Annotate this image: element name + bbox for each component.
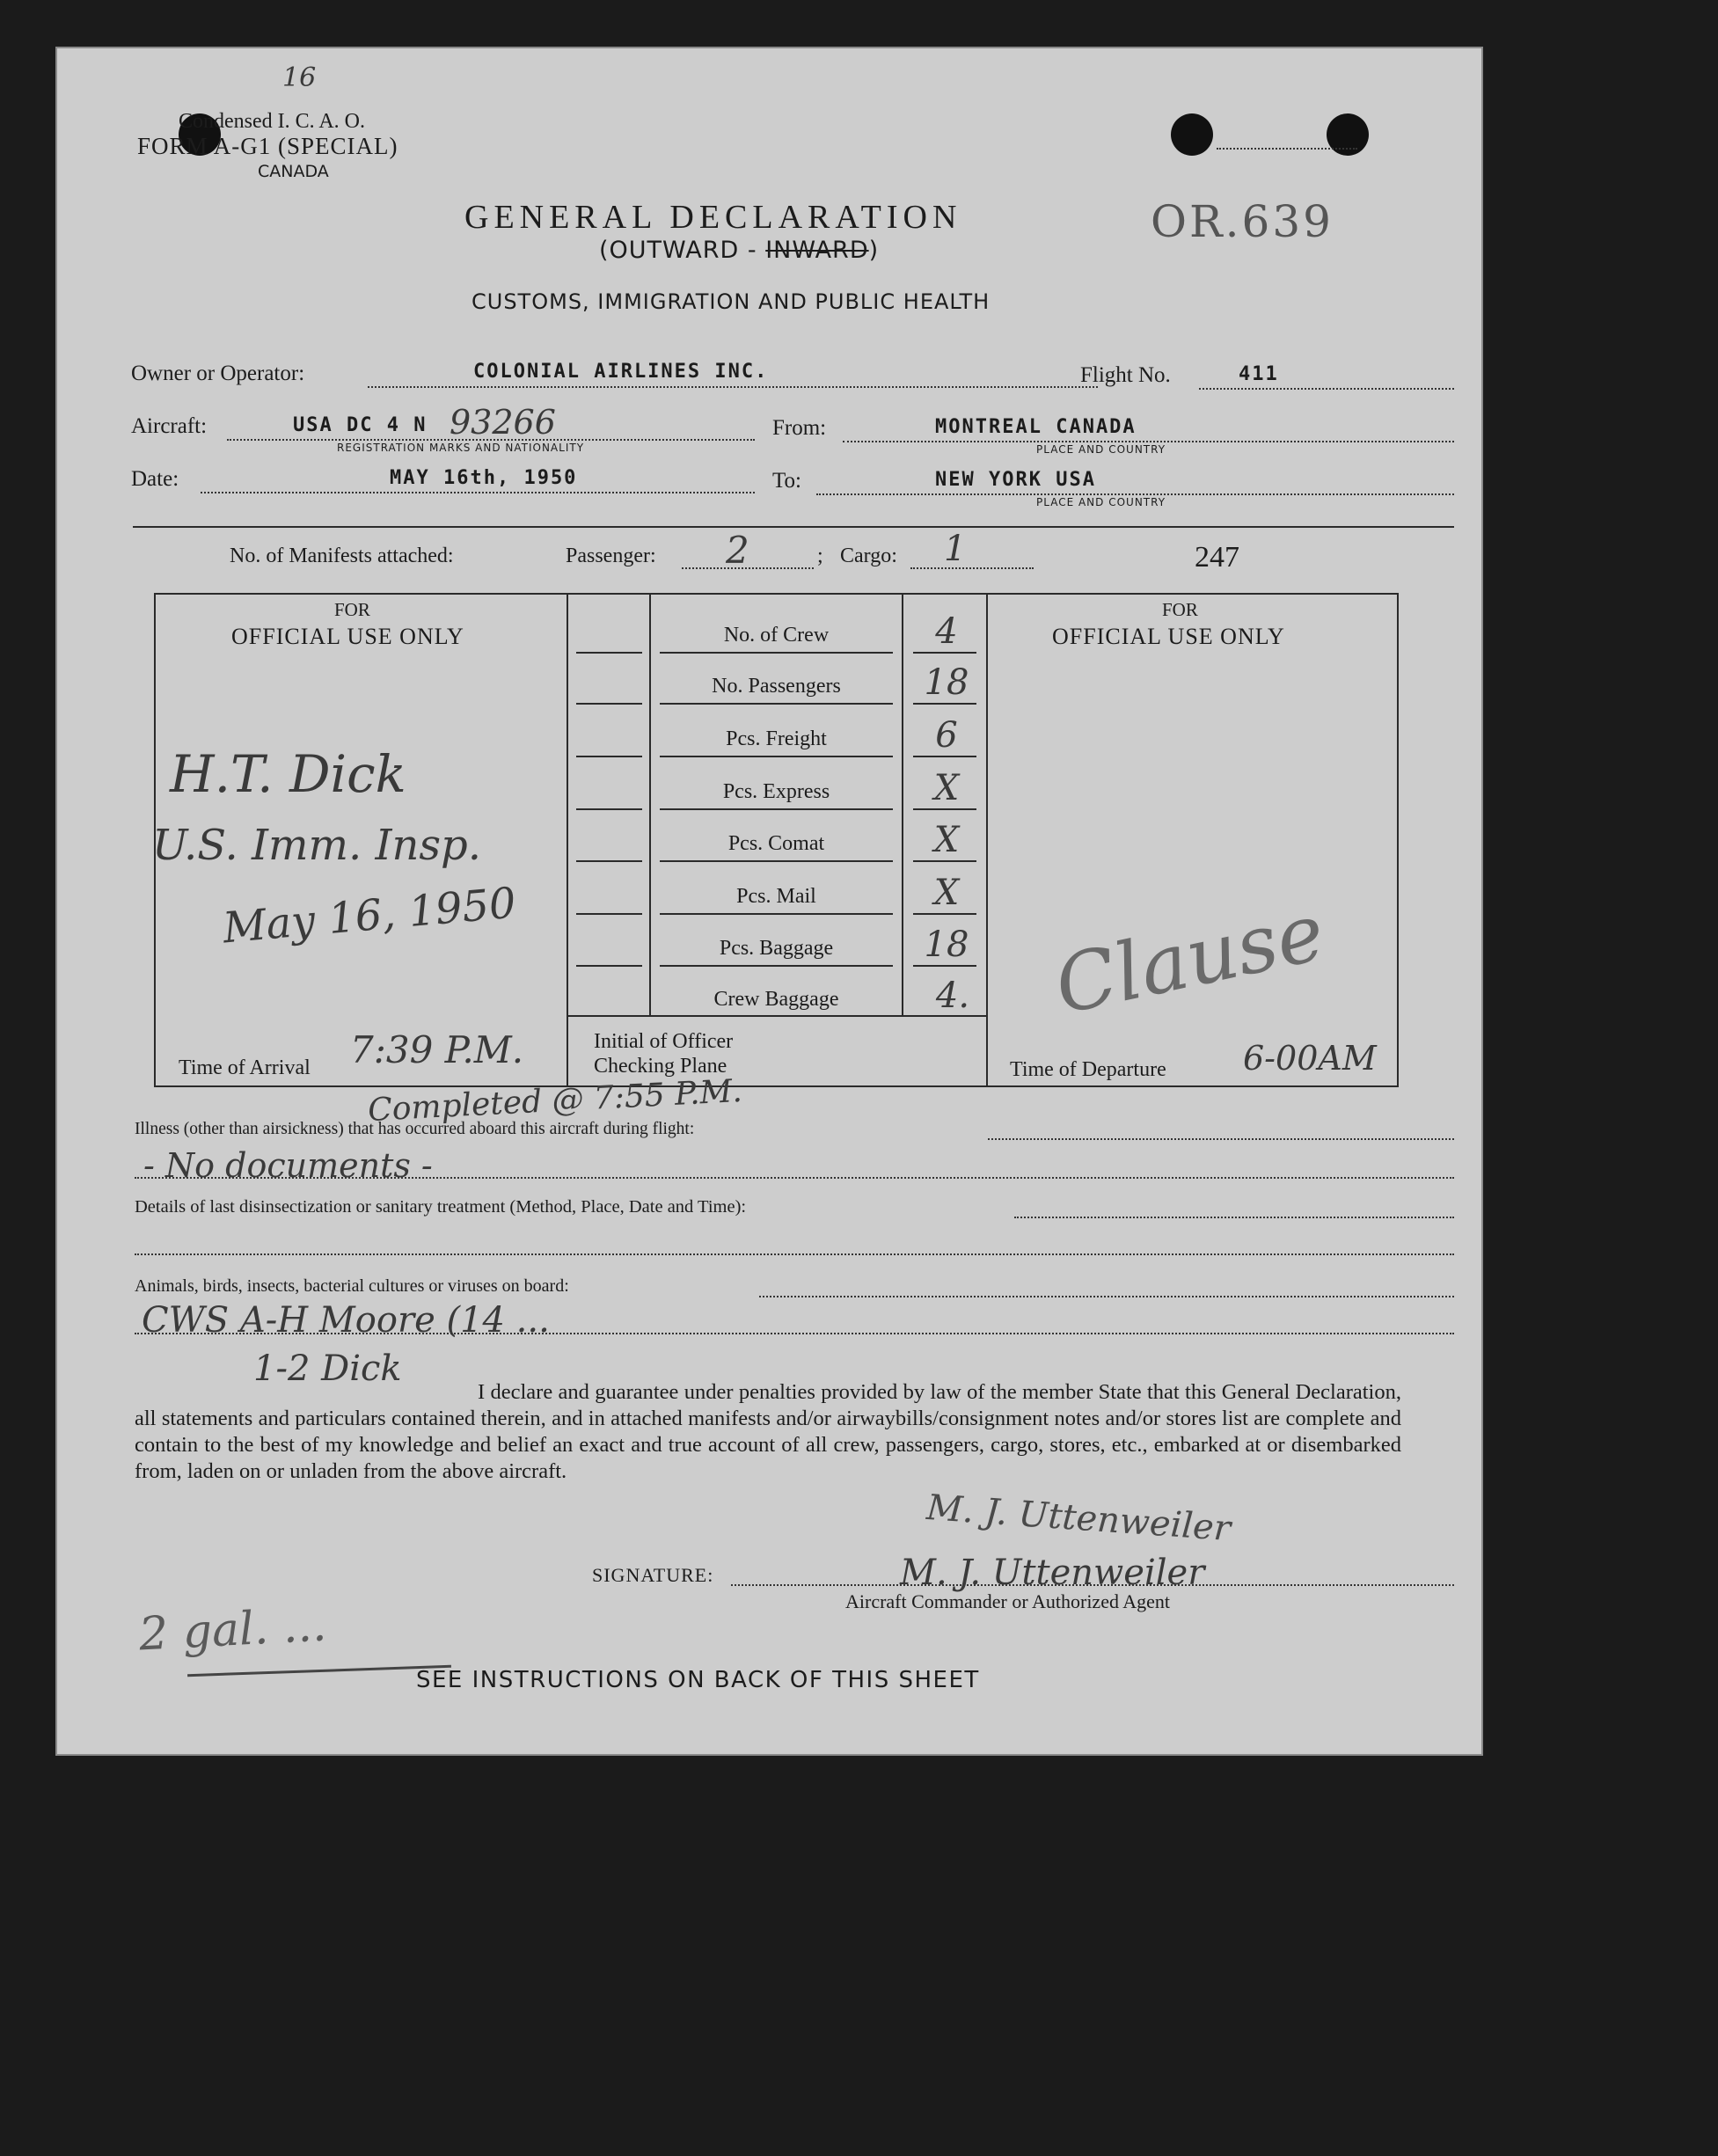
manifests-passenger-value: 2 <box>726 529 749 572</box>
count-label-crew-baggage: Crew Baggage <box>713 988 839 1011</box>
margin-note: 2 gal. ... <box>137 1598 328 1662</box>
count-label-mail: Pcs. Mail <box>736 885 816 908</box>
form-sheet <box>55 47 1483 1756</box>
top-right-rule <box>1217 148 1357 150</box>
value-rule-6 <box>913 913 976 915</box>
count-value-baggage: 18 <box>924 925 969 965</box>
animals-dotted-line-1 <box>759 1296 1454 1297</box>
count-label-baggage: Pcs. Baggage <box>719 937 834 960</box>
count-rule-1 <box>660 652 893 654</box>
header-rule <box>133 526 1454 528</box>
departure-time-value: 6-00AM <box>1243 1039 1377 1078</box>
direction-outward: (OUTWARD - <box>599 237 766 264</box>
initial-blank-2 <box>576 703 642 705</box>
direction-line <box>599 237 879 264</box>
initial-blank-4 <box>576 808 642 810</box>
to-dotted-line <box>816 493 1454 495</box>
manifests-cargo-line <box>910 567 1034 569</box>
disinsect-label: Details of last disinsectization or sanitary treatment (Method, Place, Date and Time): <box>135 1197 747 1217</box>
illness-label: Illness (other than airsickness) that has occurred aboard this aircraft during flight: <box>135 1120 695 1138</box>
value-rule-2 <box>913 703 976 705</box>
footer-instructions: SEE INSTRUCTIONS ON BACK OF THIS SHEET <box>416 1667 980 1693</box>
value-rule-7 <box>913 965 976 967</box>
count-label-freight: Pcs. Freight <box>726 727 827 750</box>
official-right-signature: Clause <box>1047 886 1333 1033</box>
officer-initial-line1: Initial of Officer <box>594 1030 734 1053</box>
official-left-divider <box>567 593 568 1087</box>
value-divider <box>902 593 903 1015</box>
value-rule-3 <box>913 756 976 757</box>
illness-hand-value: - No documents - <box>143 1146 433 1185</box>
officer-initial-line2: Checking Plane <box>594 1055 727 1078</box>
owner-value: COLONIAL AIRLINES INC. <box>473 361 769 383</box>
owner-dotted-line <box>368 386 1098 388</box>
manifests-cargo-value: 1 <box>944 529 967 569</box>
value-rule-5 <box>913 860 976 862</box>
inspector-date: May 16, 1950 <box>221 878 518 954</box>
completed-note: Completed @ 7:55 P.M. <box>367 1072 743 1129</box>
count-rule-3 <box>660 756 893 757</box>
signature-caption: Aircraft Commander or Authorized Agent <box>845 1590 1171 1612</box>
disinsect-dotted-line-2 <box>135 1253 1454 1255</box>
declaration-text: I declare and guarantee under penalties provided by law of the member State that this General Declaration, all statements and particulars contained therein, and in attached manifests and/or airwaybills/consignment notes and/or stores list are complete and contain to the best of my knowledge and belief an exact and true account of all crew, passengers, cargo, stores, etc., embarked at or disembarked from, laden on or unladen from the above aircraft. <box>135 1380 1401 1483</box>
animals-dotted-line-2 <box>135 1333 1454 1334</box>
count-value-comat: X <box>933 820 960 860</box>
signature-hand-upper: M. J. Uttenweiler <box>925 1487 1232 1550</box>
count-rule-5 <box>660 860 893 862</box>
flight-value: 411 <box>1239 363 1279 385</box>
manifests-cargo-label: Cargo: <box>840 544 897 567</box>
page-subtitle: CUSTOMS, IMMIGRATION AND PUBLIC HEALTH <box>472 289 991 314</box>
from-dotted-line <box>843 441 1454 442</box>
value-rule-1 <box>913 652 976 654</box>
to-caption: PLACE AND COUNTRY <box>1036 496 1166 508</box>
count-label-express: Pcs. Express <box>722 780 830 803</box>
aircraft-caption: REGISTRATION MARKS AND NATIONALITY <box>337 442 585 454</box>
handwritten-page-number: 16 <box>282 62 317 93</box>
animals-hand-line2: 1-2 Dick <box>253 1348 402 1389</box>
official-left-for: FOR <box>334 599 370 620</box>
official-left-title: OFFICIAL USE ONLY <box>231 624 464 649</box>
owner-label: Owner or Operator: <box>131 362 305 385</box>
inspector-signature: H.T. Dick <box>170 744 406 804</box>
manifests-label: No. of Manifests attached: <box>230 544 454 567</box>
count-rule-2 <box>660 703 893 705</box>
from-caption: PLACE AND COUNTRY <box>1036 443 1166 456</box>
official-right-title: OFFICIAL USE ONLY <box>1052 624 1285 649</box>
official-right-for: FOR <box>1162 599 1198 620</box>
initial-blank-1 <box>576 652 642 654</box>
officer-divider <box>649 593 651 1015</box>
signature-hand-lower: M. J. Uttenweiler <box>900 1553 1205 1593</box>
count-label-passengers: No. Passengers <box>712 675 841 698</box>
initial-blank-3 <box>576 756 642 757</box>
count-rule-4 <box>660 808 893 810</box>
margin-note-underline <box>187 1665 451 1677</box>
reference-number: OR.639 <box>1151 196 1334 247</box>
value-rule-4 <box>913 808 976 810</box>
animals-label: Animals, birds, insects, bacterial cultures or viruses on board: <box>135 1276 569 1296</box>
signature-label: SIGNATURE: <box>592 1564 714 1586</box>
count-value-crew: 4 <box>935 611 958 652</box>
count-value-mail: X <box>933 873 960 913</box>
aircraft-registration-handwritten: 93266 <box>450 403 556 442</box>
count-value-express: X <box>933 768 960 808</box>
form-id-line1: Condensed I. C. A. O. <box>179 110 365 133</box>
departure-time-label: Time of Departure <box>1010 1058 1166 1081</box>
manifests-extra-number: 247 <box>1195 541 1239 574</box>
from-label: From: <box>772 416 827 440</box>
count-value-crew-baggage: 4. <box>935 976 970 1016</box>
count-label-crew: No. of Crew <box>723 624 830 647</box>
flight-dotted-line <box>1199 388 1454 390</box>
date-value: MAY 16th, 1950 <box>390 467 578 489</box>
initial-blank-5 <box>576 860 642 862</box>
count-value-freight: 6 <box>935 715 958 756</box>
direction-close: ) <box>868 237 880 264</box>
animals-hand-line1: CWS A-H Moore (14 ... <box>142 1300 550 1341</box>
illness-dotted-line-2 <box>135 1177 1454 1179</box>
to-value: NEW YORK USA <box>935 469 1096 491</box>
from-value: MONTREAL CANADA <box>935 416 1137 438</box>
punch-hole-right-1 <box>1171 113 1213 156</box>
form-id-line2: FORM A-G1 (SPECIAL) <box>137 133 398 159</box>
count-value-passengers: 18 <box>924 662 969 703</box>
direction-inward-struck: INWARD <box>765 237 869 264</box>
date-label: Date: <box>131 467 179 491</box>
page-title: GENERAL DECLARATION <box>464 199 962 236</box>
count-label-comat: Pcs. Comat <box>727 832 825 855</box>
initial-blank-7 <box>576 965 642 967</box>
aircraft-label: Aircraft: <box>131 414 208 438</box>
illness-dotted-line-1 <box>988 1138 1454 1140</box>
flight-label: Flight No. <box>1080 363 1171 387</box>
disinsect-dotted-line-1 <box>1014 1217 1454 1218</box>
arrival-time-value: 7:39 P.M. <box>350 1028 524 1071</box>
initial-blank-6 <box>576 913 642 915</box>
date-dotted-line <box>201 492 755 493</box>
form-id-country: CANADA <box>258 162 329 181</box>
arrival-time-label: Time of Arrival <box>179 1056 311 1079</box>
aircraft-value: USA DC 4 N <box>293 414 428 436</box>
manifests-separator: ; <box>817 544 823 567</box>
count-rule-7 <box>660 965 893 967</box>
inspector-title: U.S. Imm. Insp. <box>152 821 481 870</box>
manifests-passenger-label: Passenger: <box>566 544 656 567</box>
count-rule-6 <box>660 913 893 915</box>
to-label: To: <box>772 469 801 493</box>
